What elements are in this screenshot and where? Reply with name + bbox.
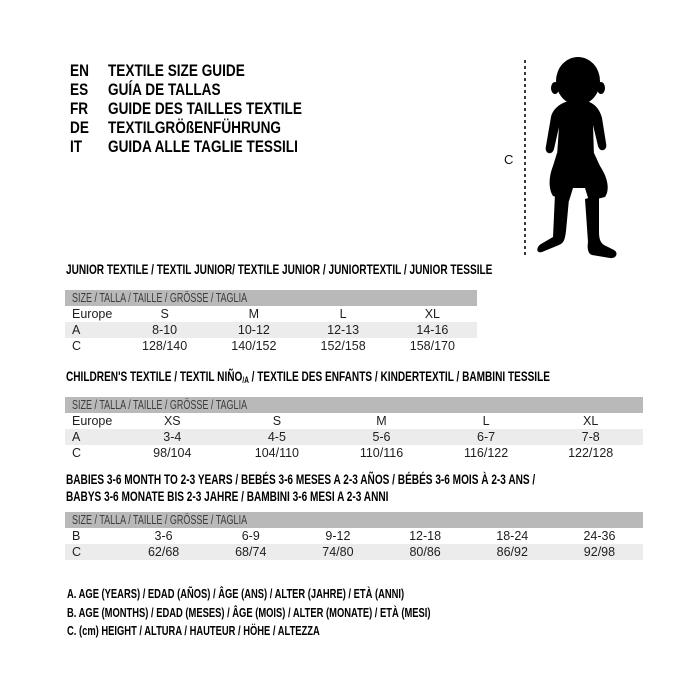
language-row [70,80,350,99]
toddler-silhouette-image [532,55,628,265]
table-row-height [65,544,643,560]
babies-size-table [65,512,643,560]
table-cell: 8-10 [152,323,178,337]
table-cell: 116/122 [463,446,509,460]
table-cell: 80/86 [409,545,441,559]
height-measure-dotted-line [524,60,526,258]
table-cell: XL [424,307,441,321]
table-cell: 122/128 [568,446,614,460]
language-label: GUÍA DE TALLAS [108,79,221,99]
table-cell: 24-36 [583,529,616,543]
row-label: C [72,339,82,353]
table-row-height [65,445,643,461]
row-label: Europe [72,414,113,428]
language-label: TEXTILGRÖßENFÜHRUNG [108,117,282,137]
junior-size-table [65,290,477,354]
table-row-height [65,338,477,354]
row-label: A [72,430,81,444]
table-cell: 6-7 [477,430,496,444]
table-cell: 9-12 [325,529,351,543]
title-subscript: /A [242,375,249,385]
table-cell: 6-9 [241,529,260,543]
table-cell: 74/80 [322,545,354,559]
footnote-height-cm: C. (cm) HEIGHT / ALTURA / HAUTEUR / HÖHE / ALTEZZA [67,624,320,638]
junior-table-title: JUNIOR TEXTILE / TEXTIL JUNIOR/ TEXTILE JUNIOR / JUNIORTEXTIL / JUNIOR TESSILE [66,261,493,277]
table-header-label: SIZE / TALLA / TAILLE / GRÖSSE / TAGLIA [72,398,248,412]
table-cell: 98/104 [153,446,192,460]
table-row-age-months [65,528,643,544]
table-cell: S [160,307,169,321]
children-size-table [65,397,643,461]
children-table-title: CHILDREN'S TEXTILE / TEXTIL NIÑO/A / TEXTILE DES ENFANTS / KINDERTEXTIL / BAMBINI TESSILE [66,368,550,385]
footnote-age-years: A. AGE (YEARS) / EDAD (AÑOS) / ÂGE (ANS) / ALTER (JAHRE) / ETÀ (ANNI) [67,587,405,601]
table-cell: 92/98 [583,545,616,559]
language-code: FR [70,98,89,118]
table-cell: 5-6 [372,430,391,444]
footnote-age-months: B. AGE (MONTHS) / EDAD (MESES) / ÂGE (MOIS) / ALTER (MONATE) / ETÀ (MESI) [67,605,431,620]
row-label: Europe [72,307,113,321]
language-code: EN [70,60,89,80]
table-cell: 152/158 [320,339,366,353]
language-code: DE [70,117,89,137]
language-label: TEXTILE SIZE GUIDE [108,60,245,80]
table-cell: 7-8 [581,430,600,444]
table-row-europe [65,306,477,322]
language-row [70,61,350,80]
language-row [70,118,350,137]
table-header-label: SIZE / TALLA / TAILLE / GRÖSSE / TAGLIA [72,291,248,305]
table-cell: 12-18 [409,529,442,543]
table-cell: 110/116 [359,446,404,460]
language-label: GUIDA ALLE TAGLIE TESSILI [108,136,298,156]
table-cell: L [482,414,490,428]
language-row [70,137,350,156]
language-label: GUIDE DES TAILLES TEXTILE [108,98,302,118]
table-header-bar [65,290,477,306]
table-cell: 3-6 [154,529,173,543]
table-cell: 158/170 [409,339,455,353]
table-cell: 3-4 [163,430,182,444]
language-title-block [70,61,350,156]
table-cell: 10-12 [237,323,270,337]
table-cell: 104/110 [254,446,300,460]
table-cell: L [339,307,347,321]
table-cell: 68/74 [235,545,267,559]
table-cell: 140/152 [231,339,277,353]
table-cell: 62/68 [147,545,180,559]
table-header-bar [65,512,643,528]
table-cell: XL [583,414,599,428]
table-cell: XS [163,414,181,428]
table-row-age [65,322,477,338]
row-label: B [72,529,81,543]
table-cell: 12-13 [327,323,360,337]
row-label: A [72,323,81,337]
table-cell: 18-24 [496,529,529,543]
table-cell: S [272,414,282,428]
table-cell: 14-16 [416,323,449,337]
row-label: C [72,446,82,460]
language-row [70,99,350,118]
table-header-bar [65,397,643,413]
table-row-europe [65,413,643,429]
table-cell: 86/92 [496,545,528,559]
language-code: IT [70,136,83,156]
table-header-label: SIZE / TALLA / TAILLE / GRÖSSE / TAGLIA [72,513,248,527]
row-label: C [72,545,82,559]
table-row-age [65,429,643,445]
table-cell: 4-5 [267,430,286,444]
table-cell: 128/140 [142,339,188,353]
footnotes-block [67,587,552,643]
table-cell: M [376,414,387,428]
table-cell: M [248,307,260,321]
height-measure-label: C [504,152,514,167]
babies-table-title: BABIES 3-6 MONTH TO 2-3 YEARS / BEBÉS 3-6 MESES A 2-3 AÑOS / BÉBÉS 3-6 MOIS À 2-3 ANS / BABYS 3-6 MONATE BIS 2-3 JAHRE / BAMBINI 3-6 MESI A 2-3 ANNI [66,471,536,504]
language-code: ES [70,79,89,99]
